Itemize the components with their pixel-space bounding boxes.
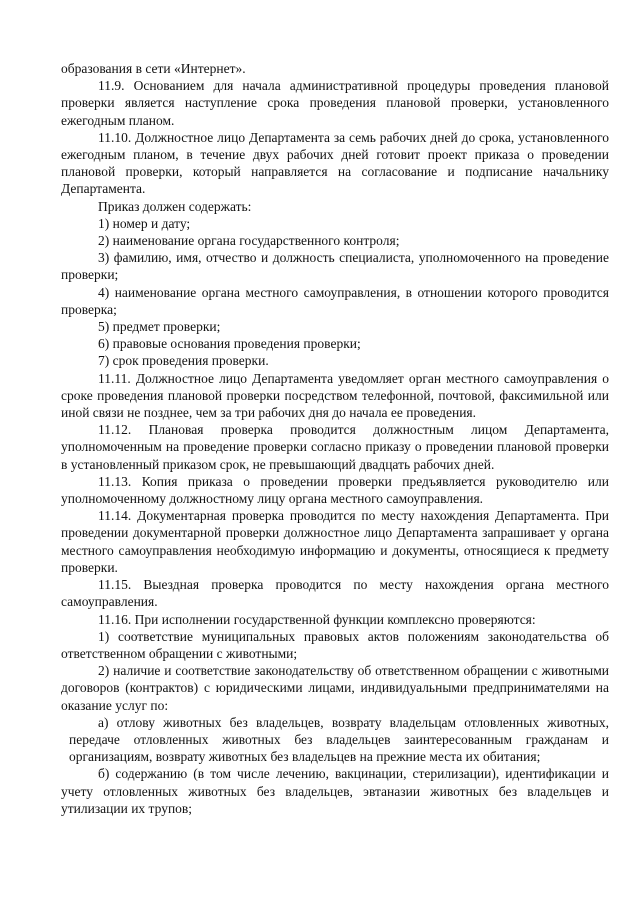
list-item-7: 7) срок проведения проверки. — [98, 353, 269, 369]
list-item-6: 6) правовые основания проведения проверки; — [98, 336, 361, 352]
paragraph-11-10: 11.10. Должностное лицо Департамента за семь рабочих дней до срока, установленного ежегодным планом, в течение двух рабочих дней готовит проект приказа о проведении плановой проверки, который направляется на согласование и подписание начальнику Департамента. — [61, 129, 609, 197]
paragraph-11-14: 11.14. Документарная проверка проводится по месту нахождения Департамента. При проведении документарной проверки должностное лицо Департамента запрашивает у органа местного самоуправления необходимую информацию и документы, относящиеся к предмету проверки. — [61, 508, 609, 575]
paragraph-11-13: 11.13. Копия приказа о проведении проверки предъявляется руководителю или уполномоченному должностному лицу органа местного самоуправления. — [61, 473, 609, 507]
list-item-3: 3) фамилию, имя, отчество и должность специалиста, уполномоченного на проведение проверки; — [61, 250, 609, 283]
paragraph-11-15: 11.15. Выездная проверка проводится по месту нахождения органа местного самоуправления. — [61, 577, 609, 610]
list-item-1: 1) номер и дату; — [98, 215, 191, 231]
list-item-5: 5) предмет проверки; — [98, 319, 221, 335]
paragraph-11-9: 11.9. Основанием для начала административной процедуры проведения плановой проверки является наступление срока проведения плановой проверки, установленного ежегодным планом. — [61, 78, 609, 128]
check-item-1: 1) соответствие муниципальных правовых актов положениям законодательства об ответственном обращении с животными; — [61, 628, 609, 661]
paragraph-continuation: образования в сети «Интернет». — [61, 61, 246, 76]
check-item-2: 2) наличие и соответствие законодательству об ответственном обращении с животными договоров (контрактов) с юридическими лицами, индивидуальными предпринимателями на оказание услуг по: — [61, 663, 609, 713]
document-page — [61, 60, 609, 817]
paragraph-11-12: 11.12. Плановая проверка проводится должностным лицом Департамента, уполномоченным на проведение проверки согласно приказу о проведении плановой проверки в установленный приказом срок, не превышающий двадцать рабочих дней. — [61, 422, 609, 472]
paragraph-order-contents: Приказ должен содержать: — [98, 198, 252, 214]
check-subitem-b: б) содержанию (в том числе лечению, вакцинации, стерилизации), идентификации и учету отловленных животных без владельцев, эвтаназии животных без владельцев и утилизации их трупов; — [61, 766, 609, 816]
list-item-2: 2) наименование органа государственного контроля; — [98, 233, 400, 249]
check-subitem-a: а) отлову животных без владельцев, возврату владельцам отловленных животных, передаче отловленных животных без владельцев заинтересованным гражданам и организациям, возврату животных без владельцев на прежние места их обитания; — [69, 714, 609, 765]
list-item-4: 4) наименование органа местного самоуправления, в отношении которого проводится проверка; — [61, 284, 609, 317]
paragraph-11-16: 11.16. При исполнении государственной функции комплексно проверяются: — [98, 611, 536, 627]
paragraph-11-11: 11.11. Должностное лицо Департамента уведомляет орган местного самоуправления о сроке проведения плановой проверки посредством телефонной, почтовой, факсимильной или иной связи не позднее, чем за три рабочих дня до начала ее проведения. — [61, 370, 609, 421]
